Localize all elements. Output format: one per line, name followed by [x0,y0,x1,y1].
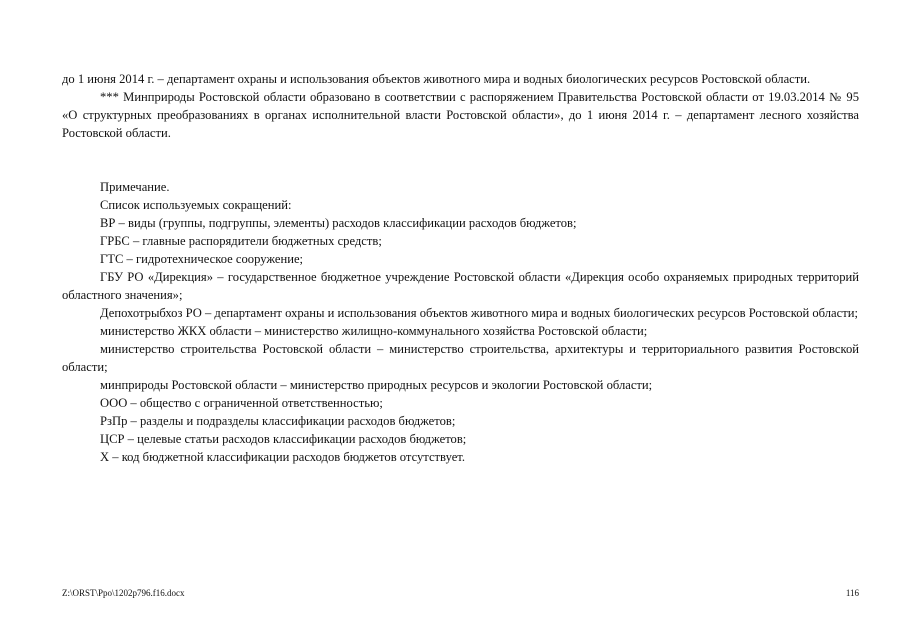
abbreviation-item: Х – код бюджетной классификации расходов бюджетов отсутствует. [100,450,465,464]
abbreviation-item: РзПр – разделы и подразделы классификации расходов бюджетов; [100,414,456,428]
abbreviation-item: ГБУ РО «Дирекция» – государственное бюджетное учреждение Ростовской области «Дирекция особо охраняемых природных территорий областного значения»; [62,270,859,302]
page-number: 116 [845,588,859,598]
abbreviations-title: Список используемых сокращений: [100,198,292,212]
spacer [62,142,859,160]
abbreviation-item: ЦСР – целевые статьи расходов классификации расходов бюджетов; [100,432,467,446]
intro-paragraph-2: *** Минприроды Ростовской области образовано в соответствии с распоряжением Правительства Ростовской области от 19.03.2014 № 95 «О структурных преобразованиях в органах исполнительной власти Ростовской области», до 1 июня 2014 г. – департамент лесного хозяйства Ростовской области. [62,90,859,140]
document-body [62,70,859,466]
abbreviation-item: ГТС – гидротехническое сооружение; [100,252,304,266]
spacer [62,160,859,178]
file-path: Z:\ORST\Ppo\1202p796.f16.docx [62,588,185,598]
abbreviation-item: ВР – виды (группы, подгруппы, элементы) расходов классификации расходов бюджетов; [100,216,577,230]
abbreviation-item: министерство строительства Ростовской области – министерство строительства, архитектуры и территориального развития Ростовской области; [62,342,859,374]
intro-paragraph-1: до 1 июня 2014 г. – департамент охраны и использования объектов животного мира и водных биологических ресурсов Ростовской области. [62,72,811,86]
abbreviation-item: ГРБС – главные распорядители бюджетных средств; [100,234,382,248]
abbreviation-item: Депохотрыбхоз РО – департамент охраны и использования объектов животного мира и водных биологических ресурсов Ростовской области; [100,306,858,320]
abbreviation-item: ООО – общество с ограниченной ответственностью; [100,396,383,410]
abbreviation-item: минприроды Ростовской области – министерство природных ресурсов и экологии Ростовской области; [100,378,653,392]
abbreviation-item: министерство ЖКХ области – министерство жилищно-коммунального хозяйства Ростовской области; [100,324,648,338]
note-title: Примечание. [100,180,170,194]
